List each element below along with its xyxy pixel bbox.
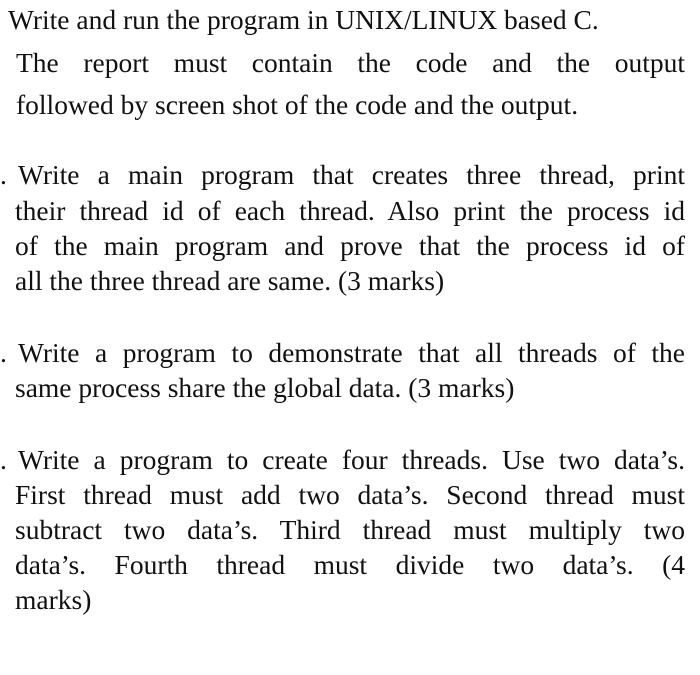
- intro-line: followed by screen shot of the code and the output.: [16, 89, 579, 120]
- question-line: of the main program and prove that the process id of: [15, 230, 685, 261]
- question-line: First thread must add two data’s. Second thread must: [15, 479, 685, 510]
- question-line: data’s. Fourth thread must divide two data’s. (4: [15, 549, 685, 580]
- question-line: same process share the global data. (3 marks): [15, 372, 515, 403]
- question-marker: .: [0, 444, 7, 475]
- question-line: Write a main program that creates three thread, print: [18, 159, 685, 190]
- question-line: Write a program to demonstrate that all threads of the: [18, 337, 685, 368]
- question-line: Write a program to create four threads. Use two data’s.: [18, 444, 685, 475]
- question-marker: .: [0, 337, 7, 368]
- intro-heading: Write and run the program in UNIX/LINUX based C.: [8, 4, 599, 35]
- question-line: marks): [15, 584, 92, 615]
- question-line: their thread id of each thread. Also print the process id: [15, 195, 685, 226]
- question-line: all the three thread are same. (3 marks): [15, 265, 445, 296]
- question-marker: .: [0, 159, 7, 190]
- question-line: subtract two data’s. Third thread must multiply two: [15, 514, 685, 545]
- intro-line: The report must contain the code and the output: [16, 47, 685, 78]
